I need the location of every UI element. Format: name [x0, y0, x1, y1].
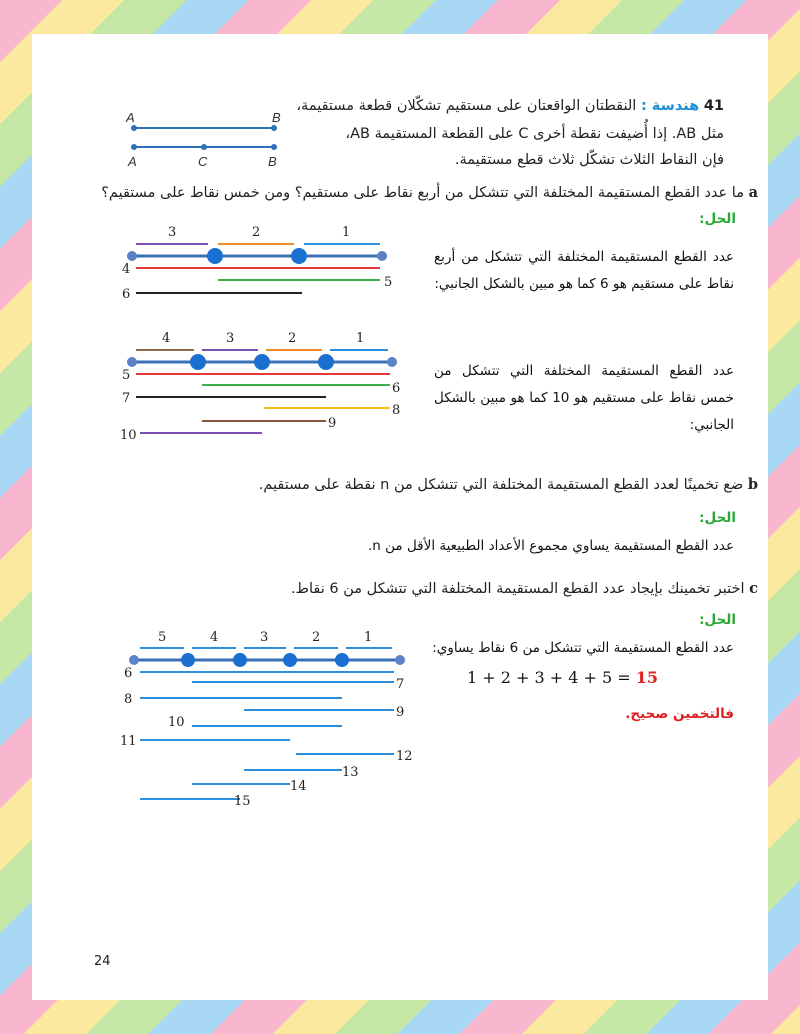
point-4 — [283, 653, 297, 667]
seg-label-6: 6 — [124, 666, 133, 681]
seg-label-8: 8 — [124, 692, 133, 707]
seg-label-11: 11 — [120, 734, 137, 749]
seg-label-9: 9 — [328, 416, 337, 431]
seg-label-3: 3 — [226, 331, 235, 346]
seg-label-4: 4 — [162, 331, 171, 346]
point-label-a2: A — [128, 154, 137, 169]
part-c-conclusion: فالتخمين صحيح. — [625, 706, 734, 722]
point-5 — [335, 653, 349, 667]
point-a — [131, 125, 137, 131]
point-2 — [181, 653, 195, 667]
seg-label-5: 5 — [158, 630, 167, 645]
seg-label-6: 6 — [392, 381, 401, 396]
part-c-answer: عدد القطع المستقيمة التي تتشكل من 6 نقاط يساوي: — [432, 640, 734, 656]
page-number: 24 — [94, 954, 111, 969]
point-label-b2: B — [268, 154, 277, 169]
part-a-answer-2: عدد القطع المستقيمة المختلفة التي تتشكل من خمس نقاط على مستقيم هو 10 كما هو مبين بالشكل الجانبي: — [434, 363, 735, 433]
point-3 — [254, 354, 270, 370]
problem-keyword: هندسة : — [640, 98, 700, 114]
seg-label-10: 10 — [120, 428, 137, 443]
part-b-solution-label: الحل: — [699, 510, 736, 526]
part-c-equation-line — [467, 668, 658, 687]
figure-four-points — [118, 220, 398, 300]
seg-label-1: 1 — [356, 331, 365, 346]
point-2 — [190, 354, 206, 370]
point-1 — [127, 251, 137, 261]
point-b — [271, 125, 277, 131]
problem-number: 41 — [703, 98, 724, 114]
seg-label-10: 10 — [168, 715, 185, 730]
seg-label-6: 6 — [122, 287, 131, 300]
seg-label-14: 14 — [290, 779, 307, 794]
seg-label-9: 9 — [396, 705, 405, 720]
part-a-answer-1: عدد القطع المستقيمة المختلفة التي تتشكل من أربع نقاط على مستقيم هو 6 كما هو مبين بالشكل الجانبي: — [434, 249, 734, 292]
seg-label-3: 3 — [168, 225, 177, 240]
part-a-letter: a — [748, 184, 758, 201]
problem-text-1: النقطتان الواقعتان على مستقيم تشكّلان قطعة مستقيمة، — [296, 98, 637, 114]
figure-five-points — [118, 328, 408, 448]
point-3 — [291, 248, 307, 264]
point-1 — [127, 357, 137, 367]
problem-line-1 — [296, 98, 724, 114]
part-c-question-text: اختبر تخمينك بإيجاد عدد القطع المستقيمة المختلفة التي تتشكل من 6 نقاط. — [290, 581, 745, 597]
seg-label-4: 4 — [122, 262, 131, 277]
part-b-question — [259, 476, 758, 493]
point-a2 — [131, 144, 137, 150]
part-a-solution-label: الحل: — [699, 211, 736, 227]
part-c-result: 15 — [635, 668, 658, 687]
part-b-answer: عدد القطع المستقيمة يساوي مجموع الأعداد الطبيعية الأقل من n. — [368, 538, 734, 554]
point-label-c: C — [198, 154, 208, 169]
point-4 — [377, 251, 387, 261]
seg-label-1: 1 — [342, 225, 351, 240]
point-3 — [233, 653, 247, 667]
part-a-question-text: ما عدد القطع المستقيمة المختلفة التي تتشكل من أربع نقاط على مستقيم؟ ومن خمس نقاط على مستقيم؟ — [101, 185, 744, 201]
point-6 — [395, 655, 405, 665]
problem-text-3: فإن النقاط الثلاث تشكّل ثلاث قطع مستقيمة. — [454, 152, 724, 168]
seg-label-15: 15 — [234, 794, 251, 809]
seg-label-7: 7 — [396, 677, 405, 692]
problem-text-2: مثل AB. إذا أُضيفت نقطة أخرى C على القطعة المستقيمة AB، — [345, 126, 724, 142]
figure-six-points — [120, 626, 420, 816]
part-c-solution-label: الحل: — [699, 612, 736, 628]
seg-label-2: 2 — [288, 331, 297, 346]
seg-label-2: 2 — [252, 225, 261, 240]
part-c-equation: 1 + 2 + 3 + 4 + 5 = — [466, 668, 631, 687]
seg-label-3: 3 — [260, 630, 269, 645]
seg-label-1: 1 — [364, 630, 373, 645]
point-label-a: A — [126, 110, 135, 125]
part-a-question — [101, 184, 758, 201]
seg-label-2: 2 — [312, 630, 321, 645]
seg-label-8: 8 — [392, 403, 401, 418]
seg-label-13: 13 — [342, 765, 359, 780]
part-b-letter: b — [747, 476, 758, 493]
part-c-question — [291, 580, 758, 597]
seg-label-5: 5 — [384, 275, 393, 290]
part-c-letter: c — [749, 580, 758, 597]
point-c — [201, 144, 207, 150]
seg-label-4: 4 — [210, 630, 219, 645]
page — [32, 34, 768, 1000]
segment-diagram-abc — [122, 104, 292, 174]
point-1 — [129, 655, 139, 665]
point-5 — [387, 357, 397, 367]
point-4 — [318, 354, 334, 370]
point-2 — [207, 248, 223, 264]
part-b-question-text: ضع تخمينًا لعدد القطع المستقيمة المختلفة التي تتشكل من n نقطة على مستقيم. — [258, 477, 744, 493]
point-label-b: B — [272, 110, 281, 125]
point-b2 — [271, 144, 277, 150]
seg-label-12: 12 — [396, 749, 413, 764]
seg-label-7: 7 — [122, 391, 131, 406]
seg-label-5: 5 — [122, 368, 131, 383]
